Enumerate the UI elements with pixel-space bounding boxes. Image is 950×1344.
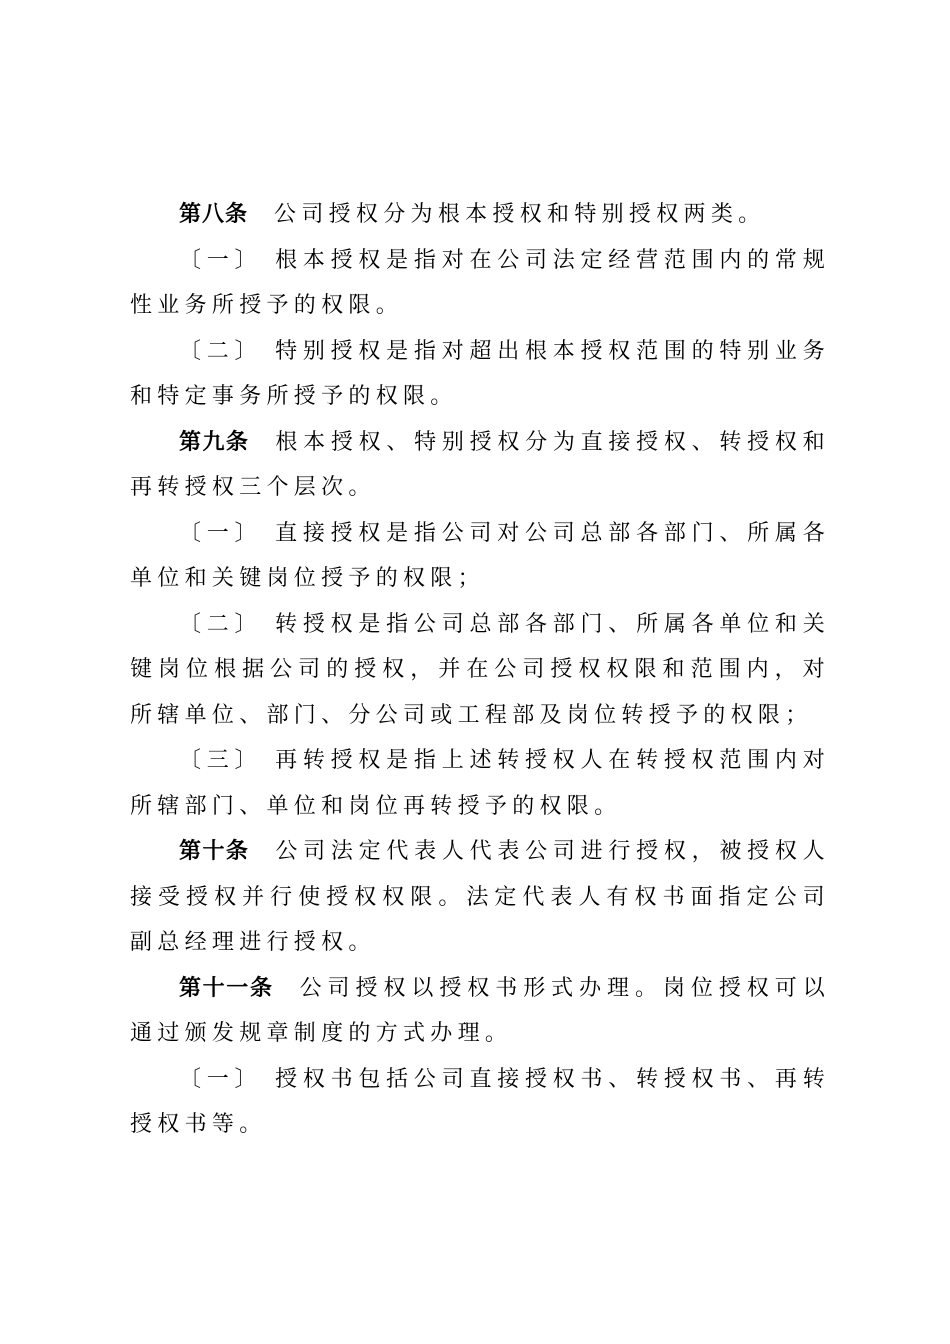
article-heading: 第九条 xyxy=(179,429,250,455)
article-9-paragraph xyxy=(130,420,830,511)
article-8-item-1 xyxy=(130,238,830,329)
article-9-item-3 xyxy=(130,738,830,829)
article-10-paragraph xyxy=(130,829,830,966)
article-8-item-2 xyxy=(130,329,830,420)
paragraph-text: 公司授权分为根本授权和特别授权两类。 xyxy=(274,202,766,227)
article-11-paragraph xyxy=(130,966,830,1057)
paragraph-text: 〔三〕 再转授权是指上述转授权人在转授权范围内对所辖部门、单位和岗位再转授予的权限。 xyxy=(130,748,830,819)
article-heading: 第八条 xyxy=(179,202,249,227)
article-9-item-2 xyxy=(130,602,830,739)
paragraph-text: 〔二〕 特别授权是指对超出根本授权范围的特别业务和特定事务所授予的权限。 xyxy=(130,338,830,409)
paragraph-text: 〔二〕 转授权是指公司总部各部门、所属各单位和关键岗位根据公司的授权，并在公司授权权限和范围内，对所辖单位、部门、分公司或工程部及岗位转授予的权限； xyxy=(130,611,830,728)
article-11-item-1 xyxy=(130,1057,830,1148)
paragraph-text: 根本授权、特别授权分为直接授权、转授权和再转授权三个层次。 xyxy=(130,429,830,500)
article-9-item-1 xyxy=(130,511,830,602)
article-8-paragraph xyxy=(130,192,830,238)
paragraph-text: 〔一〕 根本授权是指对在公司法定经营范围内的常规性业务所授予的权限。 xyxy=(130,247,830,318)
paragraph-text: 〔一〕 直接授权是指公司对公司总部各部门、所属各单位和关键岗位授予的权限； xyxy=(130,520,830,591)
article-heading: 第十条 xyxy=(179,839,250,864)
paragraph-text: 公司授权以授权书形式办理。岗位授权可以通过颁发规章制度的方式办理。 xyxy=(130,975,830,1046)
article-heading: 第十一条 xyxy=(179,975,274,1001)
document-body xyxy=(130,192,830,1148)
paragraph-text: 公司法定代表人代表公司进行授权，被授权人接受授权并行使授权权限。法定代表人有权书面指定公司副总经理进行授权。 xyxy=(130,839,830,955)
paragraph-text: 〔一〕 授权书包括公司直接授权书、转授权书、再转授权书等。 xyxy=(130,1066,830,1137)
